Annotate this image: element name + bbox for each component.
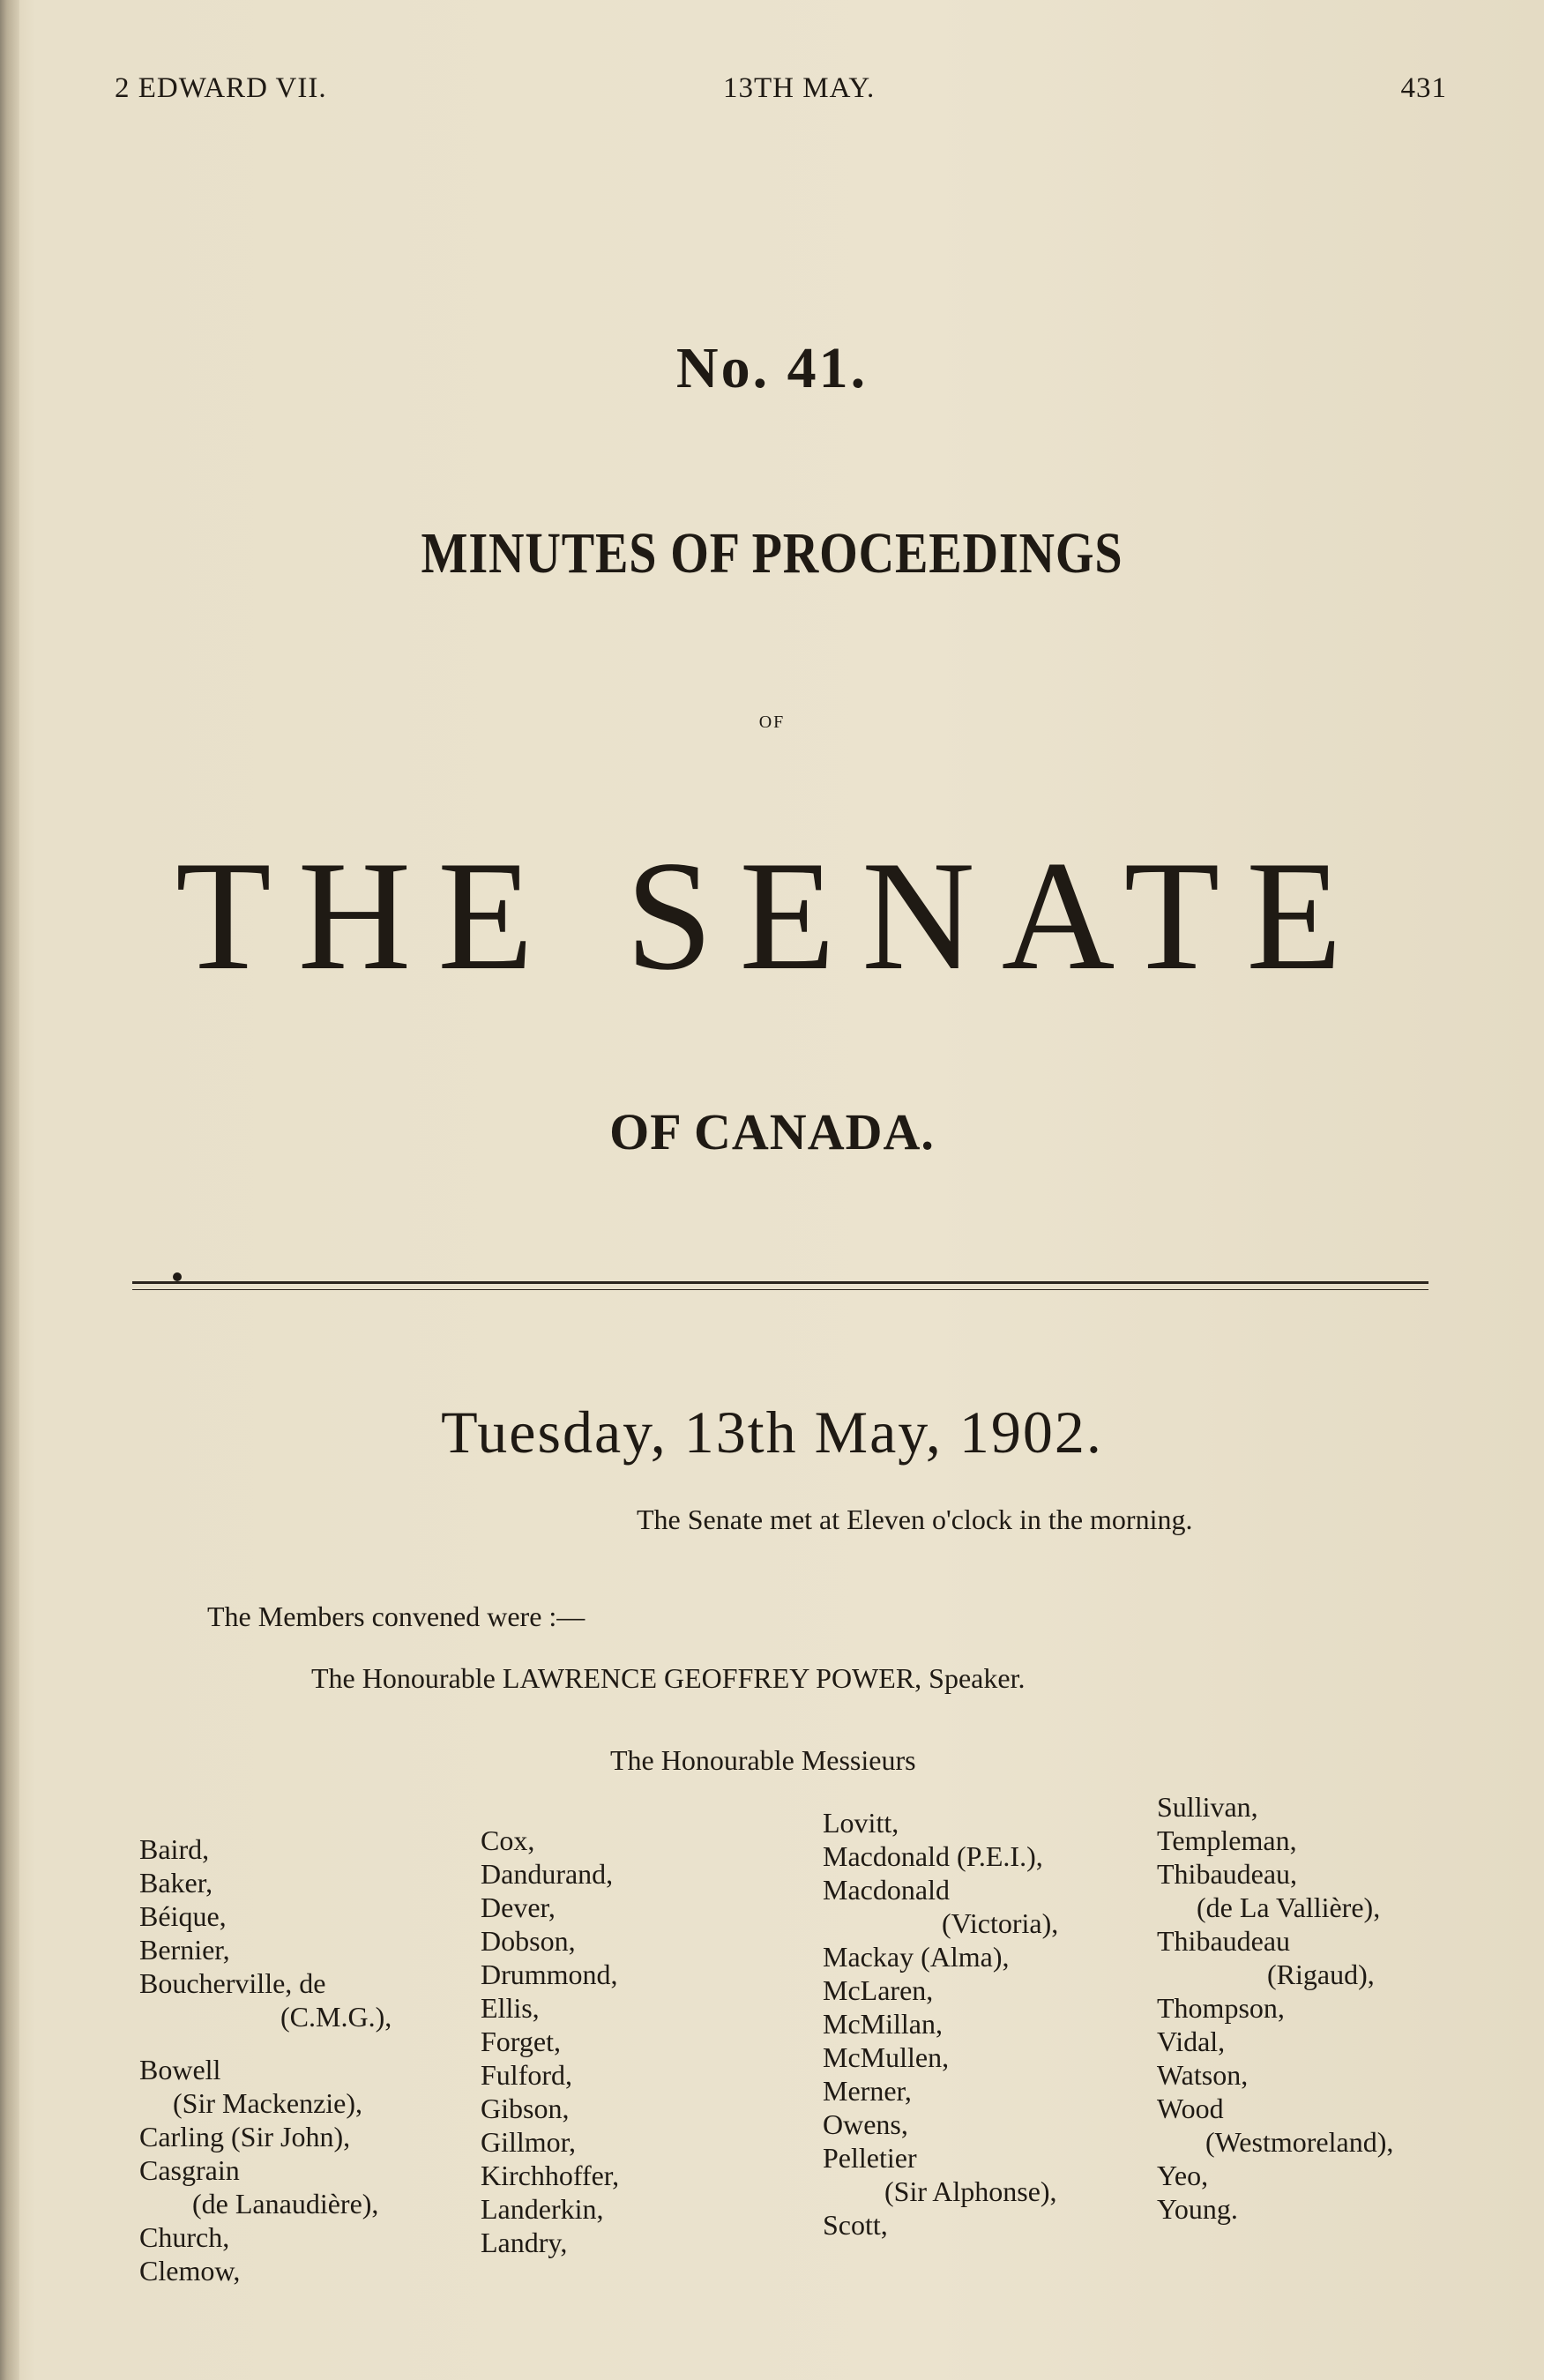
member-name: Béique, — [139, 1900, 227, 1932]
member-name: Dever, — [481, 1891, 556, 1923]
member-name: Drummond, — [481, 1958, 618, 1990]
member-name: (Rigaud), — [1267, 1958, 1375, 1990]
member-name: Baird, — [139, 1833, 210, 1865]
member-name: Merner, — [823, 2075, 912, 2107]
member-name: Forget, — [481, 2026, 561, 2057]
member-name: McMillan, — [823, 2008, 943, 2040]
issue-number: No. 41. — [675, 336, 869, 400]
bullet-mark — [173, 1272, 182, 1281]
speaker-line: The Honourable LAWRENCE GEOFFREY POWER, Speaker. — [311, 1662, 1026, 1694]
member-name: Bowell — [139, 2054, 221, 2085]
member-name: Fulford, — [481, 2059, 572, 2091]
header-date: 13TH MAY. — [723, 72, 876, 104]
member-name: Cox, — [481, 1824, 535, 1856]
member-name: Dobson, — [481, 1925, 576, 1957]
member-name: (de Lanaudière), — [192, 2188, 379, 2220]
member-name: Boucherville, de — [139, 1967, 326, 1999]
member-name: Bernier, — [139, 1934, 230, 1966]
rule-thick — [132, 1281, 1428, 1284]
member-name: Carling (Sir John), — [139, 2121, 351, 2152]
member-name: (Sir Mackenzie), — [173, 2087, 363, 2119]
member-name: Lovitt, — [823, 1807, 899, 1839]
member-name: (de La Vallière), — [1197, 1891, 1381, 1923]
member-name: Thibaudeau, — [1157, 1858, 1298, 1890]
member-name: (Sir Alphonse), — [884, 2175, 1057, 2207]
member-name: (C.M.G.), — [280, 2001, 392, 2033]
member-name: Landerkin, — [481, 2193, 604, 2225]
member-name: Yeo, — [1157, 2160, 1209, 2191]
member-name: Watson, — [1157, 2059, 1249, 2091]
member-name: Clemow, — [139, 2255, 241, 2287]
meeting-time-text: The Senate met at Eleven o'clock in the morning. — [637, 1503, 1193, 1535]
member-name: Scott, — [823, 2209, 888, 2241]
member-name: Landry, — [481, 2227, 568, 2258]
members-column-2 — [481, 1824, 619, 2259]
member-name: Baker, — [139, 1867, 213, 1899]
page-number: 431 — [1400, 72, 1447, 104]
members-column-4 — [1157, 1790, 1393, 2226]
member-name: Casgrain — [139, 2154, 240, 2186]
member-name: (Westmoreland), — [1205, 2126, 1394, 2158]
running-header — [115, 72, 1465, 108]
member-name: Gillmor, — [481, 2126, 577, 2158]
rule-thin — [132, 1289, 1428, 1290]
title-minutes: MINUTES OF PROCEEDINGS — [421, 521, 1123, 586]
header-regnal-year: 2 EDWARD VII. — [115, 72, 327, 104]
title-of: OF — [758, 713, 786, 732]
member-name: Sullivan, — [1157, 1791, 1258, 1823]
member-name: Templeman, — [1157, 1824, 1297, 1856]
member-name: Church, — [139, 2221, 230, 2253]
title-canada: OF CANADA. — [609, 1103, 935, 1160]
member-name: Gibson, — [481, 2093, 570, 2124]
member-name: Young. — [1157, 2193, 1238, 2225]
title-senate: THE SENATE — [175, 828, 1369, 1003]
member-name: Pelletier — [823, 2142, 917, 2174]
member-name: Owens, — [823, 2108, 908, 2140]
messieurs-heading: The Honourable Messieurs — [610, 1744, 916, 1776]
member-name: (Victoria), — [942, 1907, 1059, 1939]
member-name: Thibaudeau — [1157, 1925, 1291, 1957]
member-name: McLaren, — [823, 1974, 934, 2006]
member-name: Vidal, — [1157, 2026, 1226, 2057]
member-name: Wood — [1157, 2093, 1224, 2124]
member-name: Mackay (Alma), — [823, 1941, 1010, 1973]
member-name: Macdonald (P.E.I.), — [823, 1840, 1043, 1872]
members-convened-heading: The Members convened were :— — [207, 1600, 586, 1632]
member-name: Dandurand, — [481, 1858, 614, 1890]
members-column-1 — [139, 1832, 392, 2287]
sitting-date: Tuesday, 13th May, 1902. — [441, 1399, 1103, 1466]
member-name: Ellis, — [481, 1992, 540, 2024]
double-rule — [132, 1281, 1428, 1297]
member-name: Macdonald — [823, 1874, 950, 1906]
member-name: Thompson, — [1157, 1992, 1285, 2024]
member-name: McMullen, — [823, 2041, 950, 2073]
members-column-3 — [823, 1806, 1058, 2242]
member-name: Kirchhoffer, — [481, 2160, 620, 2191]
